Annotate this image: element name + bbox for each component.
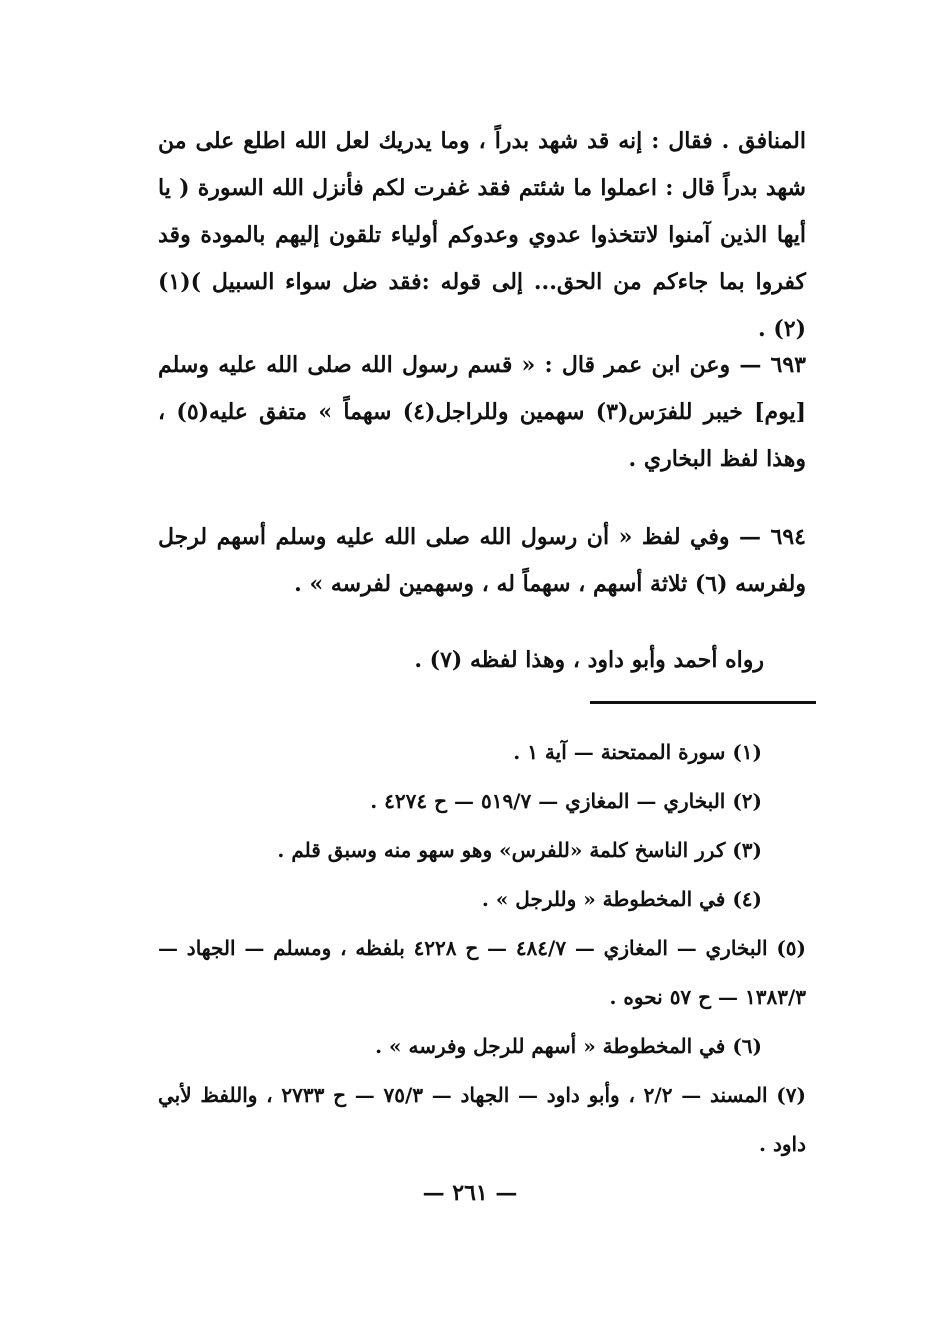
hadith-693: ٦٩٣ — وعن ابن عمر قال : « قسم رسول الله صلى الله عليه وسلم [يوم] خيبر للفرَس(٣) سهمين وللراجل(٤) سهماً » متفق عليه(٥) ، وهذا لفظ البخاري . — [158, 352, 807, 472]
footnotes-section — [158, 728, 806, 1169]
footnote-3: (٣) كرر الناسخ كلمة «للفرس» وهو سهو منه وسبق قلم . — [277, 838, 762, 862]
footnote-1: (١) سورة الممتحنة — آية ١ . — [513, 740, 762, 764]
footnote-7: (٧) المسند — ٢/٢ ، وأبو داود — الجهاد — ٧٥/٣ — ح ٢٧٣٣ ، واللفظ لأبي داود . — [158, 1083, 806, 1156]
riwaya-line — [158, 637, 806, 684]
footnote-4: (٤) في المخطوطة « وللرجل » . — [481, 887, 762, 911]
footnote-5: (٥) البخاري — المغازي — ٤٨٤/٧ — ح ٤٢٢٨ بلفظه ، ومسلم — الجهاد — ١٣٨٣/٣ — ح ٥٧ نحوه . — [158, 936, 806, 1009]
page-number: — ٢٦١ — — [422, 1180, 518, 1206]
footnote-divider — [590, 701, 816, 704]
footnote-6: (٦) في المخطوطة « أسهم للرجل وفرسه » . — [375, 1034, 762, 1058]
paragraph-intro: المنافق . فقال : إنه قد شهد بدراً ، وما يدريك لعل الله اطلع على من شهد بدراً قال : اعملوا ما شئتم فقد غفرت لكم فأنزل الله السورة ( يا أيها الذين آمنوا لاتتخذوا عدوي وعدوكم أولياء تلقون إليهم بالمودة وقد كفروا بما جاءكم من الحق... إلى قوله :فقد ضل سواء السبيل )(١) (٢) . — [158, 128, 806, 342]
riwaya-text: رواه أحمد وأبو داود ، وهذا لفظه (٧) . — [414, 647, 764, 673]
footnote-2: (٢) البخاري — المغازي — ٥١٩/٧ — ح ٤٢٧٤ . — [370, 789, 762, 813]
hadith-694: ٦٩٤ — وفي لفظ « أن رسول الله صلى الله عليه وسلم أسهم لرجل ولفرسه (٦) ثلاثة أسهم ، سهماً له ، وسهمين لفرسه » . — [158, 524, 806, 597]
